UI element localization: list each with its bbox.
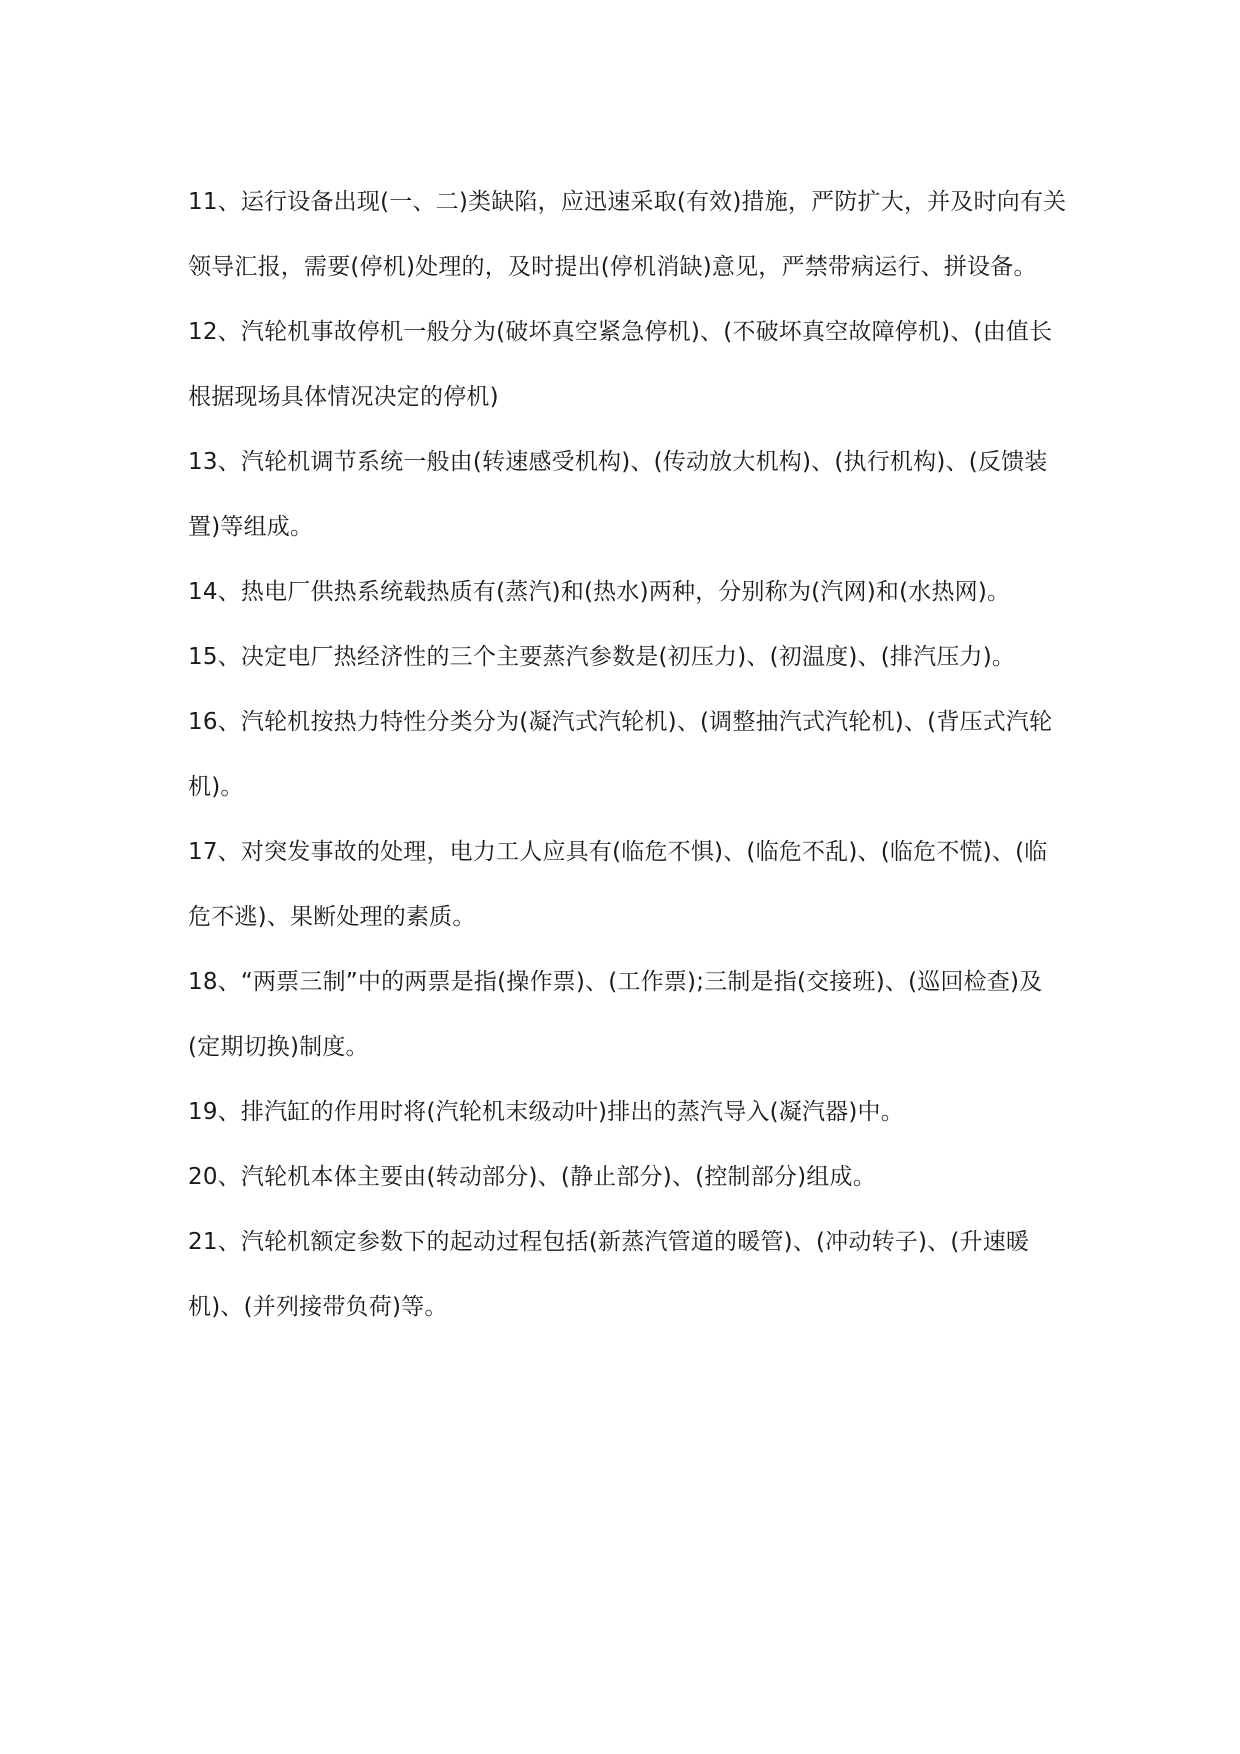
question-item-18: 18、“两票三制”中的两票是指(操作票)、(工作票);三制是指(交接班)、(巡回检查)及(定期切换)制度。 bbox=[188, 969, 1043, 1060]
question-item-14: 14、热电厂供热系统载热质有(蒸汽)和(热水)两种，分别称为(汽网)和(水热网)。 bbox=[188, 579, 1011, 605]
question-item-17: 17、对突发事故的处理，电力工人应具有(临危不惧)、(临危不乱)、(临危不慌)、(临危不逃)、果断处理的素质。 bbox=[188, 839, 1048, 930]
question-item-21: 21、汽轮机额定参数下的起动过程包括(新蒸汽管道的暖管)、(冲动转子)、(升速暖机)、(并列接带负荷)等。 bbox=[188, 1229, 1030, 1320]
question-item-19: 19、排汽缸的作用时将(汽轮机末级动叶)排出的蒸汽导入(凝汽器)中。 bbox=[188, 1099, 904, 1125]
question-item-13: 13、汽轮机调节系统一般由(转速感受机构)、(传动放大机构)、(执行机构)、(反馈装置)等组成。 bbox=[188, 449, 1048, 540]
document-body bbox=[188, 170, 1068, 1340]
question-item-11: 11、运行设备出现(一、二)类缺陷，应迅速采取(有效)措施，严防扩大，并及时向有关领导汇报，需要(停机)处理的，及时提出(停机消缺)意见，严禁带病运行、拼设备。 bbox=[188, 189, 1067, 280]
question-item-12: 12、汽轮机事故停机一般分为(破坏真空紧急停机)、(不破坏真空故障停机)、(由值长根据现场具体情况决定的停机) bbox=[188, 319, 1053, 410]
question-item-20: 20、汽轮机本体主要由(转动部分)、(静止部分)、(控制部分)组成。 bbox=[188, 1164, 876, 1190]
question-item-16: 16、汽轮机按热力特性分类分为(凝汽式汽轮机)、(调整抽汽式汽轮机)、(背压式汽轮机)。 bbox=[188, 709, 1053, 800]
question-item-15: 15、决定电厂热经济性的三个主要蒸汽参数是(初压力)、(初温度)、(排汽压力)。 bbox=[188, 644, 1016, 670]
